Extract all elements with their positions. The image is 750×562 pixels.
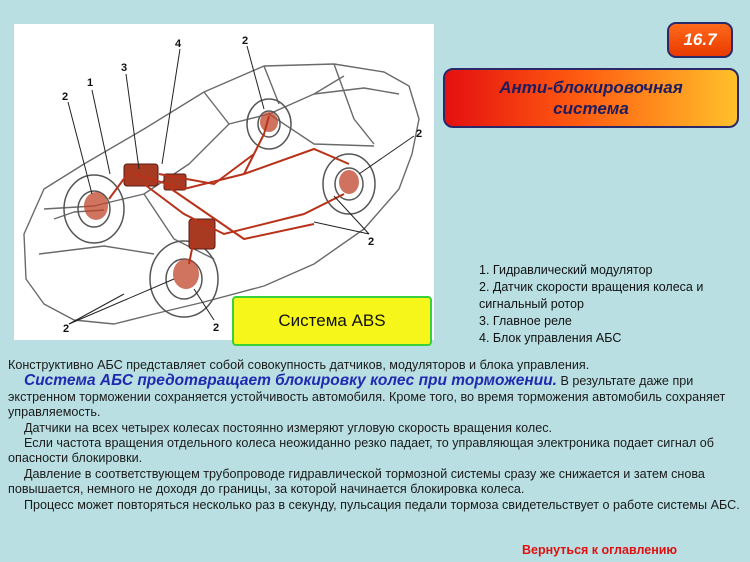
legend-item-2-cont: сигнальный ротор	[479, 297, 584, 311]
paragraph-2-rest: В результате даже при экстренном торможении сохраняется устойчивость автомобиля. Кроме того, во время торможения автомобиль сохраняет управляемость.	[8, 374, 726, 420]
slide-title-line2: система	[553, 99, 629, 118]
legend-item-2: 2. Датчик скорости вращения колеса и	[479, 280, 704, 294]
abs-system-label: Система ABS	[232, 296, 432, 346]
key-statement: Система АБС предотвращает блокировку колес при торможении.	[24, 372, 557, 390]
paragraph-6: Процесс может повторяться несколько раз в секунду, пульсация педали тормоза свидетельствует о работе системы АБС.	[24, 497, 740, 512]
legend-item-3: 3. Главное реле	[479, 314, 572, 328]
callout-4: 4	[175, 38, 182, 50]
diagram-legend	[479, 262, 747, 347]
callout-3: 3	[121, 62, 128, 74]
back-to-contents-link[interactable]: Вернуться к оглавлению	[522, 543, 678, 557]
paragraph-2	[8, 373, 744, 420]
paragraph-3: Датчики на всех четырех колесах постоянно измеряют угловую скорость вращения колес.	[24, 420, 552, 435]
paragraph-5: Давление в соответствующем трубопроводе гидравлической тормозной системы сразу же снижается и затем снова повышается, немного не доходя до границы, за которой начинается блокировка колеса.	[8, 466, 705, 497]
slide-title-line1: Анти-блокировочная	[499, 78, 683, 97]
slide-number-badge: 16.7	[667, 22, 733, 58]
car-illustration	[14, 24, 434, 340]
callout-2-rear-right: 2	[416, 128, 423, 140]
legend-item-4: 4. Блок управления АБС	[479, 331, 622, 345]
description-text	[8, 358, 744, 513]
paragraph-1: Конструктивно АБС представляет собой совокупность датчиков, модуляторов и блока управления.	[8, 358, 590, 372]
callout-2-rear-top: 2	[242, 35, 249, 47]
callout-2-rear-bottom: 2	[368, 236, 375, 248]
callout-2-front-bottom: 2	[63, 323, 70, 335]
callout-1: 1	[87, 77, 94, 89]
callout-2-front-left: 2	[62, 91, 69, 103]
callout-2-front-right: 2	[213, 322, 220, 334]
paragraph-4: Если частота вращения отдельного колеса неожиданно резко падает, то управляющая электроника подает сигнал об опасности блокировки.	[8, 436, 714, 466]
legend-item-1: 1. Гидравлический модулятор	[479, 263, 653, 277]
abs-car-diagram	[14, 24, 434, 340]
slide-title	[443, 68, 739, 128]
